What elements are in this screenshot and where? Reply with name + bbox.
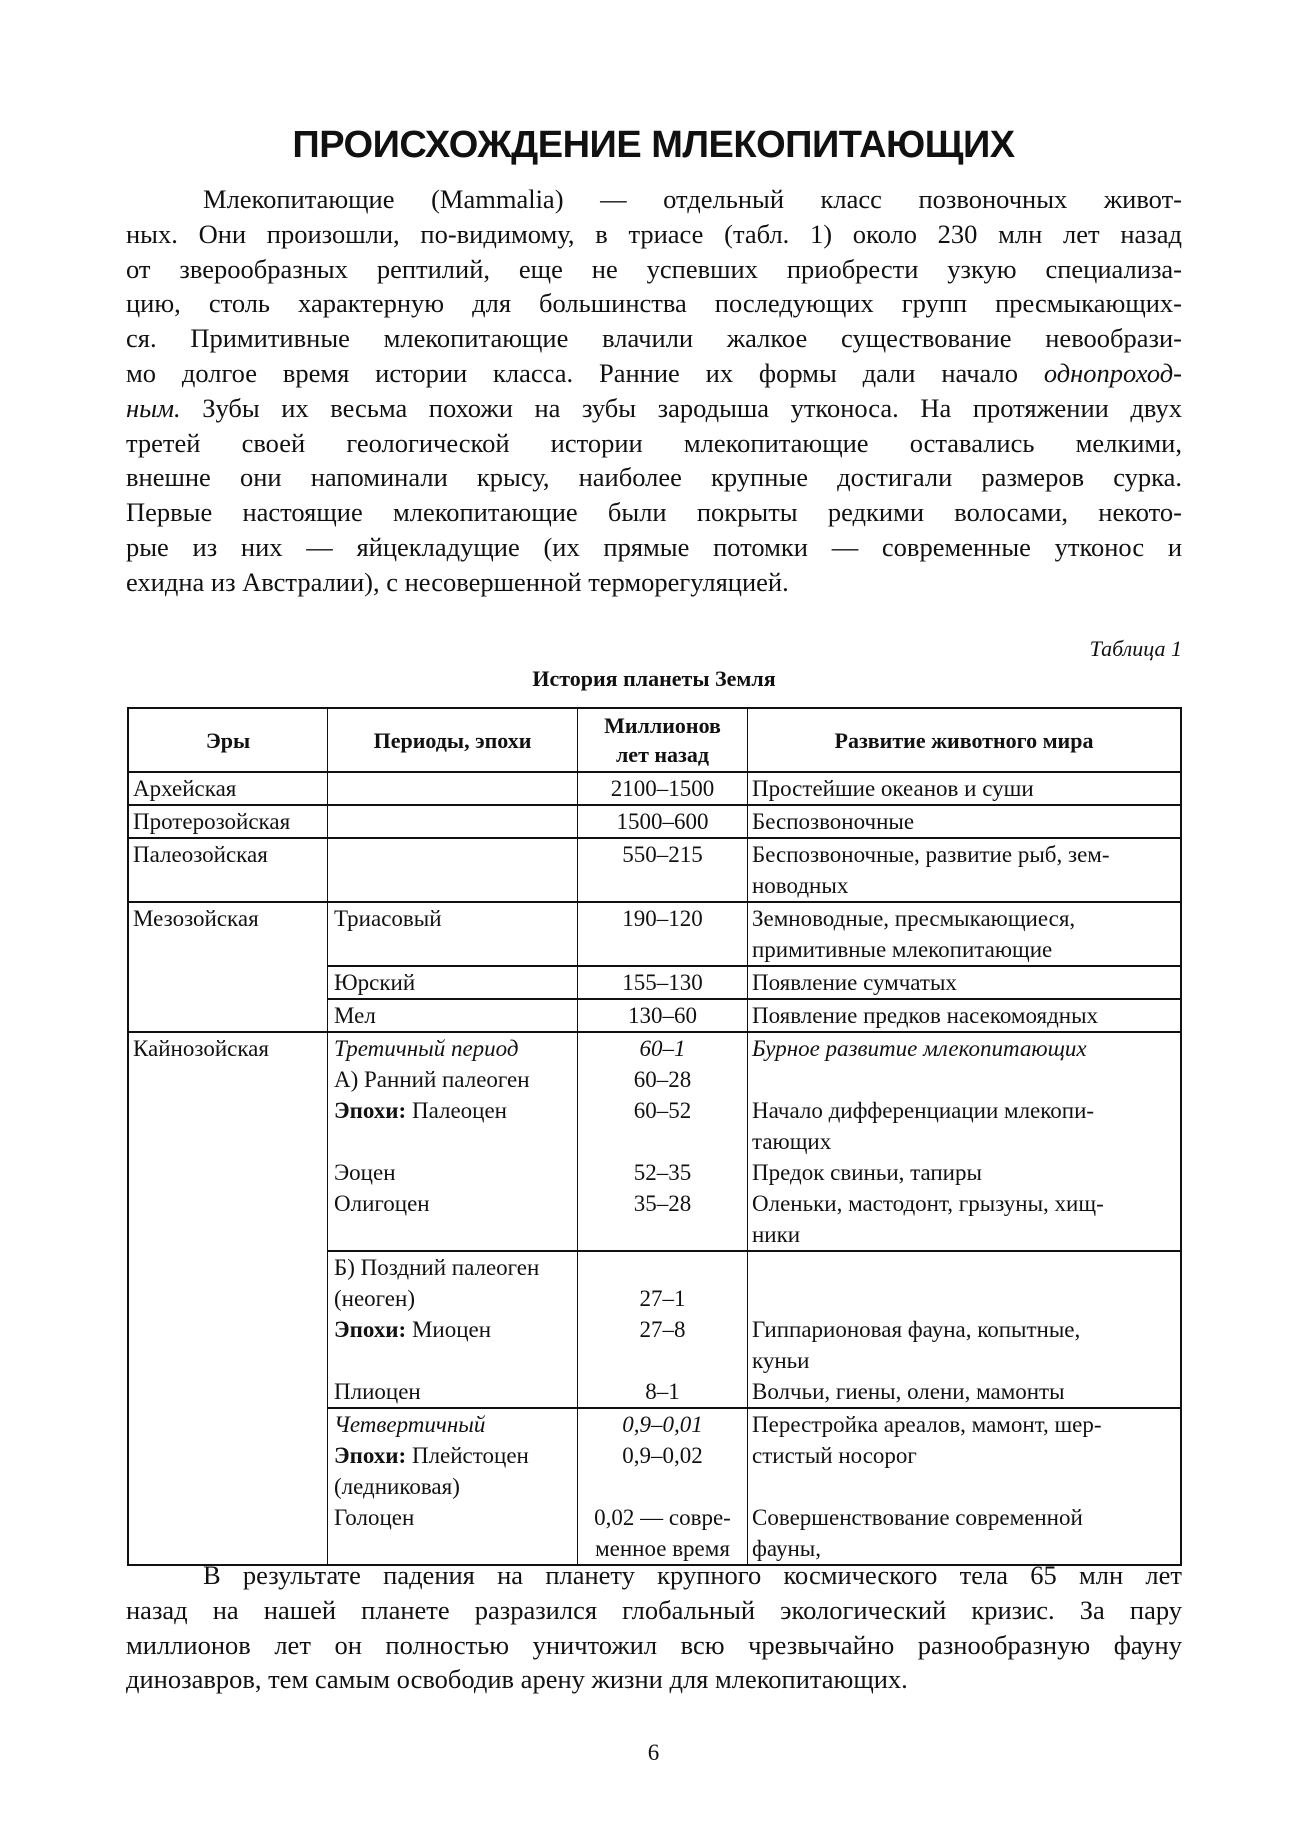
table-subrow (328, 967, 1180, 1000)
paragraph-line (126, 391, 1182, 426)
era-name: Архейская (133, 776, 237, 801)
cell-line (752, 1095, 1180, 1126)
text-segment: Перестройка ареалов, мамонт, шер- (752, 1412, 1102, 1437)
text-segment: менное время (595, 1536, 730, 1561)
paragraph-line (126, 252, 1182, 287)
text-segment: третей своей геологической истории млекопитающие оставались мелкими, (126, 427, 1182, 458)
cell-line (334, 1033, 577, 1064)
mya-cell (578, 1252, 748, 1407)
cell-line (752, 1000, 1180, 1031)
page-title: ПРОИСХОЖДЕНИЕ МЛЕКОПИТАЮЩИХ (292, 124, 1015, 166)
table-era-row (129, 1033, 1180, 1564)
cell-line (578, 1471, 747, 1502)
text-segment: динозавров, тем самым освободив арену жизни для млекопитающих. (126, 1664, 908, 1695)
cell-line (334, 1440, 577, 1471)
text-segment: мо долгое время истории класса. Ранние их формы дали начало (126, 357, 1044, 388)
cell-line (334, 1376, 577, 1407)
mya-cell (578, 1033, 748, 1250)
fauna-cell (748, 903, 1180, 965)
cell-line (578, 839, 747, 870)
text-segment: Млекопитающие (Mammalia) — отдельный класс позвоночных живот- (203, 184, 1182, 214)
cell-line (334, 1345, 577, 1376)
era-subrows (328, 903, 1180, 1031)
italic-text: однопроход- (1043, 357, 1182, 388)
text-segment: 550–215 (622, 842, 703, 867)
paragraph-line (126, 495, 1182, 530)
fauna-cell (748, 1409, 1180, 1564)
column-header (578, 709, 748, 771)
cell-line (752, 773, 1180, 804)
mya-cell (578, 1000, 748, 1031)
cell-line (334, 839, 577, 870)
text-segment: В результате падения на планету крупного космического тела 65 млн лет (203, 1560, 1182, 1590)
text-segment: фауны, (752, 1536, 821, 1561)
text-segment: Триасовый (334, 906, 442, 931)
paragraph-line (126, 1593, 1182, 1628)
cell-line (334, 870, 577, 901)
cell-line (578, 1000, 747, 1031)
cell-line (578, 1095, 747, 1126)
text-segment: 0,9–0,02 (622, 1443, 703, 1468)
cell-line (752, 1314, 1180, 1345)
text-segment: ся. Примитивные млекопитающие влачили жалкое существование невообрази- (126, 323, 1182, 354)
fauna-cell (748, 1252, 1180, 1407)
period-cell (328, 839, 578, 901)
cell-line (578, 806, 747, 837)
cell-line (752, 839, 1180, 870)
cell-line (578, 967, 747, 998)
text-segment: новодных (752, 873, 849, 898)
paragraph-line (126, 565, 1182, 600)
cell-line (578, 773, 747, 804)
cell-line (752, 1409, 1180, 1440)
era-name: Палеозойская (133, 842, 268, 867)
paragraph-line (126, 1662, 1182, 1697)
cell-line (334, 1219, 577, 1250)
cell-line (334, 1314, 577, 1345)
table-subrow (328, 1252, 1180, 1409)
cell-line (578, 1345, 747, 1376)
cell-line (752, 1126, 1180, 1157)
cell-line (752, 1440, 1180, 1471)
text-segment: Беспозвоночные, развитие рыб, зем- (752, 842, 1110, 867)
table-era-row (129, 806, 1180, 839)
era-name: Мезозойская (133, 906, 259, 931)
text-segment: Предок свиньи, тапиры (752, 1160, 982, 1185)
cell-line (578, 1440, 747, 1471)
text-segment: Первые настоящие млекопитающие были покрыты редкими волосами, некото- (126, 497, 1182, 528)
text-segment: ники (752, 1222, 801, 1247)
text-segment: 60–28 (633, 1067, 692, 1092)
text-segment: внешне они напоминали крысу, наиболее крупные достигали размеров сурка. (126, 462, 1182, 493)
cell-line (752, 806, 1180, 837)
fauna-cell (748, 806, 1180, 837)
period-cell (328, 1033, 578, 1250)
cell-line (578, 1502, 747, 1533)
italic-text: Третичный период (334, 1036, 519, 1061)
cell-line (578, 1033, 747, 1064)
table-number: Таблица 1 (1089, 636, 1182, 661)
text-segment: Голоцен (334, 1505, 415, 1530)
text-segment: Юрский (334, 970, 416, 995)
text-segment: 0,02 — совре- (594, 1505, 731, 1530)
text-segment: назад на нашей планете разразился глобальный экологический кризис. За пару (126, 1594, 1182, 1625)
text-segment: ных. Они произошли, по-видимому, в триасе (табл. 1) около 230 млн лет назад (126, 218, 1182, 249)
era-subrows (328, 773, 1180, 804)
cell-line (752, 967, 1180, 998)
cell-line (334, 1126, 577, 1157)
page-number: 6 (647, 1740, 660, 1765)
text-segment: 52–35 (633, 1160, 692, 1185)
text-segment: куньи (752, 1348, 810, 1373)
header-line: Периоды, эпохи (373, 727, 532, 753)
paragraph-line (126, 1558, 1182, 1593)
bold-label: Эпохи: (334, 1098, 407, 1123)
table-era-row (129, 773, 1180, 806)
bold-label: Эпохи: (334, 1317, 407, 1342)
cell-line (752, 1283, 1180, 1314)
paragraph-line (126, 1628, 1182, 1663)
cell-line (752, 1252, 1180, 1283)
text-segment: Простейшие океанов и суши (752, 776, 1034, 801)
cell-line (334, 1502, 577, 1533)
cell-line (334, 967, 577, 998)
cell-line (578, 1252, 747, 1283)
paragraph-line (126, 460, 1182, 495)
cell-line (578, 870, 747, 901)
fauna-cell (748, 773, 1180, 804)
text-segment: миллионов лет он полностью уничтожил всю чрезвычайно разнообразную фауну (126, 1629, 1182, 1660)
text-segment: 8–1 (645, 1379, 680, 1404)
fauna-cell (748, 1033, 1180, 1250)
earth-history-table (127, 707, 1182, 1566)
cell-line (578, 1283, 747, 1314)
table-subrow (328, 1409, 1180, 1564)
cell-line (578, 1064, 747, 1095)
period-cell (328, 967, 578, 998)
fauna-cell (748, 1000, 1180, 1031)
column-header (328, 709, 578, 771)
mya-cell (578, 967, 748, 998)
text-segment: Совершенствование современной (752, 1505, 1083, 1530)
table-subrow (328, 806, 1180, 837)
column-header-text (835, 726, 1094, 755)
cell-line (334, 1252, 577, 1283)
era-name: Кайнозойская (133, 1036, 269, 1061)
cell-line (578, 1314, 747, 1345)
period-cell (328, 806, 578, 837)
text-segment: 27–1 (639, 1286, 686, 1311)
cell-line (578, 1126, 747, 1157)
column-header (129, 709, 328, 771)
cell-line (752, 1157, 1180, 1188)
paragraph-intro (126, 182, 1182, 600)
text-segment: Б) Поздний палеоген (334, 1255, 540, 1280)
era-name: Протерозойская (133, 809, 291, 834)
text-segment: Плейстоцен (406, 1443, 529, 1468)
cell-line (752, 1033, 1180, 1064)
period-cell (328, 903, 578, 965)
column-header-text (206, 726, 250, 755)
italic-text: Четвертичный (334, 1412, 486, 1437)
table-subrow (328, 903, 1180, 967)
cell-line (752, 1064, 1180, 1095)
text-segment: 1500–600 (616, 809, 709, 834)
table-caption: История планеты Земля (532, 666, 776, 691)
cell-line (752, 1502, 1180, 1533)
text-segment: примитивные млекопитающие (752, 937, 1053, 962)
era-subrows (328, 1033, 1180, 1564)
cell-line (334, 934, 577, 965)
table-subrow (328, 773, 1180, 804)
cell-line (752, 1219, 1180, 1250)
mya-cell (578, 903, 748, 965)
paragraph-line (126, 530, 1182, 565)
mya-cell (578, 1409, 748, 1564)
table-subrow (328, 1033, 1180, 1252)
paragraph-conclusion (126, 1558, 1182, 1697)
cell-line (752, 903, 1180, 934)
text-segment: стистый носорог (752, 1443, 917, 1468)
text-segment: Земноводные, пресмыкающиеся, (752, 906, 1076, 931)
cell-line (752, 1471, 1180, 1502)
paragraph-line (126, 321, 1182, 356)
era-subrows (328, 839, 1180, 901)
cell-line (334, 806, 577, 837)
text-segment: 35–28 (633, 1191, 692, 1216)
mya-cell (578, 806, 748, 837)
text-segment: Гиппарионовая фауна, копытные, (752, 1317, 1081, 1342)
fauna-cell (748, 967, 1180, 998)
era-name-cell (129, 806, 328, 837)
era-name-cell (129, 773, 328, 804)
period-cell (328, 1252, 578, 1407)
mya-cell (578, 839, 748, 901)
text-segment: Зубы их весьма похожи на зубы зародыша утконоса. На протяжении двух (180, 392, 1182, 423)
table-era-row (129, 903, 1180, 1033)
table-header-row (129, 709, 1180, 773)
header-line: Эры (205, 727, 251, 753)
text-segment: Беспозвоночные (752, 809, 915, 834)
cell-line (334, 1000, 577, 1031)
cell-line (334, 1095, 577, 1126)
text-segment: 60–52 (633, 1098, 692, 1123)
text-segment: Волчьи, гиены, олени, мамонты (752, 1379, 1065, 1404)
cell-line (334, 1409, 577, 1440)
paragraph-line (126, 217, 1182, 252)
cell-line (334, 1283, 577, 1314)
text-segment: Появление сумчатых (752, 970, 957, 995)
cell-line (334, 1471, 577, 1502)
cell-line (578, 1157, 747, 1188)
mya-cell (578, 773, 748, 804)
text-segment: ехидна из Австралии), с несовершенной терморегуляцией. (126, 566, 789, 597)
text-segment: Олигоцен (334, 1191, 430, 1216)
table-subrow (328, 839, 1180, 901)
period-cell (328, 1000, 578, 1031)
cell-line (578, 1376, 747, 1407)
italic-text: 60–1 (639, 1036, 686, 1061)
text-segment: 2100–1500 (610, 776, 715, 801)
column-header (748, 709, 1180, 771)
paragraph-line (126, 182, 1182, 217)
column-header-text (374, 726, 532, 755)
paragraph-line (126, 426, 1182, 461)
paragraph-line (126, 286, 1182, 321)
italic-text: ным. (126, 392, 181, 423)
text-segment: цию, столь характерную для большинства последующих групп пресмыкающих- (126, 288, 1182, 319)
cell-line (752, 934, 1180, 965)
cell-line (578, 1188, 747, 1219)
header-line: Миллионов (604, 713, 721, 738)
period-cell (328, 1409, 578, 1564)
italic-text: Бурное развитие млекопитающих (752, 1036, 1087, 1061)
era-name-cell (129, 1033, 328, 1564)
text-segment: 155–130 (622, 970, 703, 995)
text-segment: А) Ранний палеоген (334, 1067, 530, 1092)
text-segment: Эоцен (334, 1160, 396, 1185)
text-segment: Палеоцен (406, 1098, 507, 1123)
cell-line (578, 1219, 747, 1250)
cell-line (752, 1188, 1180, 1219)
text-segment: Оленьки, мастодонт, грызуны, хищ- (752, 1191, 1104, 1216)
cell-line (334, 1188, 577, 1219)
era-name-cell (129, 839, 328, 901)
cell-line (578, 934, 747, 965)
text-segment: тающих (752, 1129, 832, 1154)
header-line: лет назад (615, 742, 710, 767)
era-name-cell (129, 903, 328, 1031)
column-header-text (604, 711, 721, 769)
bold-label: Эпохи: (334, 1443, 407, 1468)
header-line: Развитие животного мира (834, 727, 1094, 753)
cell-line (578, 1409, 747, 1440)
table-subrow (328, 1000, 1180, 1031)
cell-line (752, 1376, 1180, 1407)
text-segment: Миоцен (406, 1317, 492, 1342)
text-segment: от зверообразных рептилий, еще не успевших приобрести узкую специализа- (126, 253, 1182, 284)
cell-line (752, 1345, 1180, 1376)
text-segment: Плиоцен (334, 1379, 421, 1404)
cell-line (334, 903, 577, 934)
text-segment: рые из них — яйцекладущие (их прямые потомки — современные утконос и (126, 531, 1182, 562)
text-segment: Мел (334, 1003, 376, 1028)
text-segment: 27–8 (639, 1317, 686, 1342)
text-segment: 130–60 (628, 1003, 697, 1028)
text-segment: Начало дифференциации млекопи- (752, 1098, 1095, 1123)
fauna-cell (748, 839, 1180, 901)
text-segment: (неоген) (334, 1286, 415, 1311)
paragraph-line (126, 356, 1182, 391)
cell-line (334, 1064, 577, 1095)
cell-line (578, 903, 747, 934)
cell-line (334, 773, 577, 804)
text-segment: (ледниковая) (334, 1474, 460, 1499)
cell-line (334, 1157, 577, 1188)
cell-line (752, 870, 1180, 901)
text-segment: Появление предков насекомоядных (752, 1003, 1099, 1028)
text-segment: 190–120 (622, 906, 703, 931)
era-subrows (328, 806, 1180, 837)
period-cell (328, 773, 578, 804)
table-era-row (129, 839, 1180, 903)
italic-text: 0,9–0,01 (622, 1412, 703, 1437)
